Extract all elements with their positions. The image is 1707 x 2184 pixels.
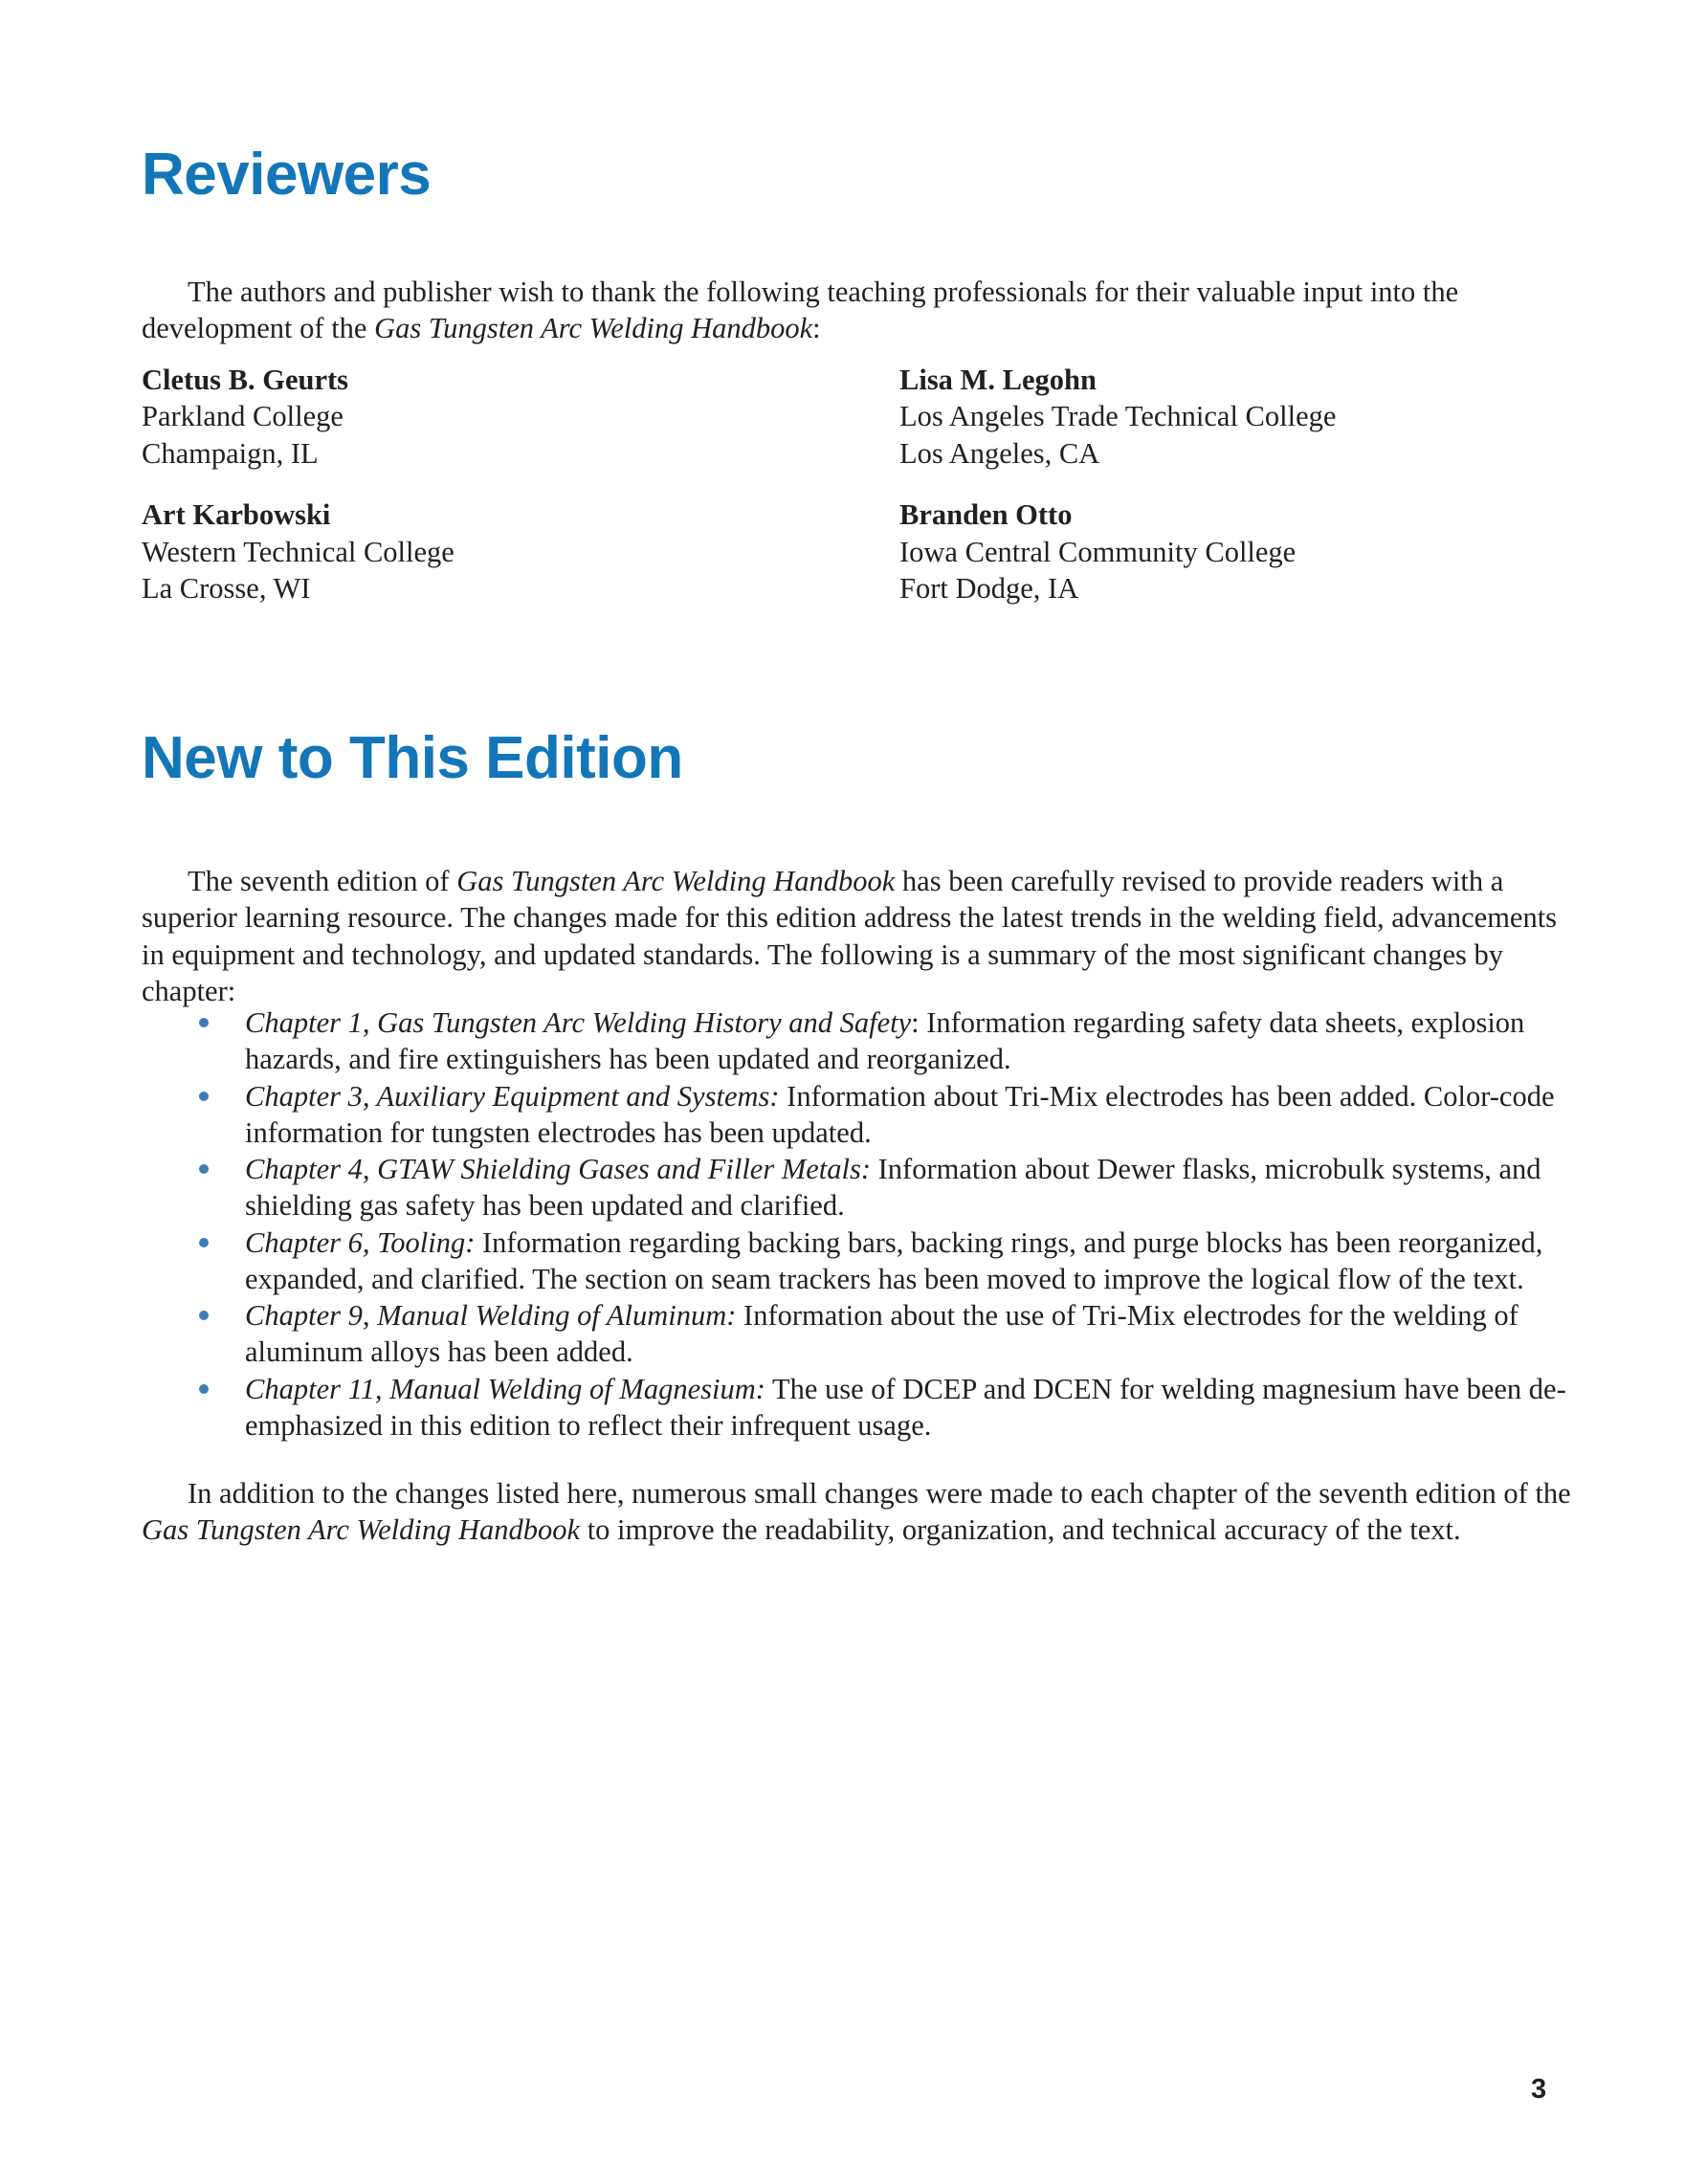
- chapter-description: Information about the use of Tri-Mix electrodes for the welding of aluminum alloys has been added.: [245, 1299, 1519, 1369]
- reviewer-city: Champaign, IL: [142, 436, 319, 470]
- closing-lead: In addition to the changes listed here, numerous small changes were made to each chapter of the seventh edition of the: [188, 1477, 1571, 1510]
- book-title-italic: Gas Tungsten Arc Welding Handbook: [142, 1513, 581, 1547]
- chapter-label: Chapter 11, Manual Welding of Magnesium:: [245, 1372, 765, 1405]
- reviewers-intro-container: [142, 274, 1585, 347]
- bullet-dot-icon: [199, 1018, 209, 1027]
- new-edition-intro-paragraph: [142, 863, 1585, 1009]
- book-title-italic: Gas Tungsten Arc Welding Handbook: [456, 865, 896, 897]
- reviewer-name: Art Karbowski: [142, 498, 331, 532]
- reviewer-entry-branden-otto: [863, 496, 1585, 607]
- reviewer-school: Los Angeles Trade Technical College: [899, 400, 1337, 433]
- chapter-separator: [780, 1080, 787, 1113]
- closing-tail: to improve the readability, organization, and technical accuracy of the text.: [580, 1513, 1461, 1547]
- chapter-description: Information about Dewer flasks, microbulk systems, and shielding gas safety has been updated and clarified.: [245, 1153, 1541, 1223]
- reviewer-entry-art-karbowski: [142, 496, 863, 607]
- chapter-label: Chapter 4, GTAW Shielding Gases and Filler Metals:: [245, 1153, 871, 1186]
- chapter-separator: :: [911, 1006, 927, 1039]
- chapter-label: Chapter 3, Auxiliary Equipment and Systems:: [245, 1079, 780, 1113]
- chapter-description: Information regarding safety data sheets, explosion hazards, and fire extinguishers has been updated and reorganized.: [245, 1006, 1525, 1076]
- chapter-changes-list: [142, 1004, 1585, 1444]
- bullet-dot-icon: [199, 1164, 209, 1174]
- reviewer-name: Lisa M. Legohn: [899, 364, 1097, 396]
- reviewers-intro-paragraph: [142, 274, 1585, 347]
- new-edition-heading-container: [142, 725, 683, 791]
- closing-paragraph-container: [142, 1475, 1585, 1549]
- reviewer-entry-lisa-m-legohn: [863, 362, 1585, 472]
- reviewer-row: [142, 362, 1585, 472]
- chapter-separator: [475, 1226, 482, 1259]
- reviewer-city: La Crosse, WI: [142, 572, 311, 606]
- chapter-description: Information about Tri-Mix electrodes has been added. Color-code information for tungsten electrodes has been updated.: [245, 1079, 1555, 1149]
- reviewer-city: Fort Dodge, IA: [899, 572, 1079, 606]
- book-title-italic: Gas Tungsten Arc Welding Handbook: [374, 312, 813, 345]
- page-title-new-to-this-edition: New to This Edition: [142, 725, 683, 791]
- bullet-dot-icon: [199, 1311, 209, 1320]
- reviewers-heading-container: [142, 142, 432, 208]
- new-edition-intro-tail: has been carefully revised to provide readers with a superior learning resource. The changes made for this edition address the latest trends in the welding field, advancements in equipment and technology, and updated standards. The following is a summary of the most significant changes by chapter:: [142, 865, 1558, 1007]
- list-item: [142, 1224, 1585, 1298]
- chapter-label: Chapter 6, Tooling:: [245, 1225, 476, 1259]
- chapter-label: Chapter 1, Gas Tungsten Arc Welding History and Safety: [245, 1006, 912, 1039]
- new-edition-intro-lead: The seventh edition of: [188, 865, 457, 897]
- reviewer-name: Branden Otto: [899, 498, 1073, 532]
- reviewer-entry-cletus-b-geurts: [142, 362, 863, 472]
- reviewer-school: Parkland College: [142, 400, 344, 433]
- closing-paragraph: [142, 1475, 1585, 1549]
- chapter-label: Chapter 9, Manual Welding of Aluminum:: [245, 1299, 737, 1333]
- page-title-reviewers: Reviewers: [142, 142, 432, 208]
- list-item: [142, 1297, 1585, 1371]
- chapter-separator: [765, 1373, 772, 1405]
- page-number: 3: [1531, 2074, 1547, 2105]
- reviewers-intro-lead: The authors and publisher wish to thank the following teaching professionals for their valuable input into the development of the: [142, 276, 1459, 345]
- bullet-dot-icon: [199, 1238, 209, 1247]
- chapter-separator: [736, 1299, 743, 1332]
- reviewer-name: Cletus B. Geurts: [142, 364, 349, 396]
- bullet-dot-icon: [199, 1092, 209, 1101]
- reviewer-row: [142, 496, 1585, 607]
- chapter-description: Information regarding backing bars, backing rings, and purge blocks has been reorganized, expanded, and clarified. The section on seam trackers has been moved to improve the logical flow of the text.: [245, 1225, 1543, 1295]
- reviewer-city: Los Angeles, CA: [899, 436, 1100, 470]
- list-item: [142, 1371, 1585, 1445]
- chapter-description: The use of DCEP and DCEN for welding magnesium have been de-emphasized in this edition to reflect their infrequent usage.: [245, 1372, 1566, 1442]
- chapter-separator: [871, 1153, 878, 1185]
- reviewer-list: [142, 362, 1585, 632]
- reviewer-school: Iowa Central Community College: [899, 535, 1297, 568]
- list-item: [142, 1151, 1585, 1224]
- reviewers-intro-tail: :: [812, 312, 821, 345]
- list-item: [142, 1078, 1585, 1152]
- reviewer-school: Western Technical College: [142, 535, 454, 568]
- bullet-dot-icon: [199, 1384, 209, 1394]
- list-item: [142, 1004, 1585, 1078]
- new-edition-intro-container: [142, 863, 1585, 1009]
